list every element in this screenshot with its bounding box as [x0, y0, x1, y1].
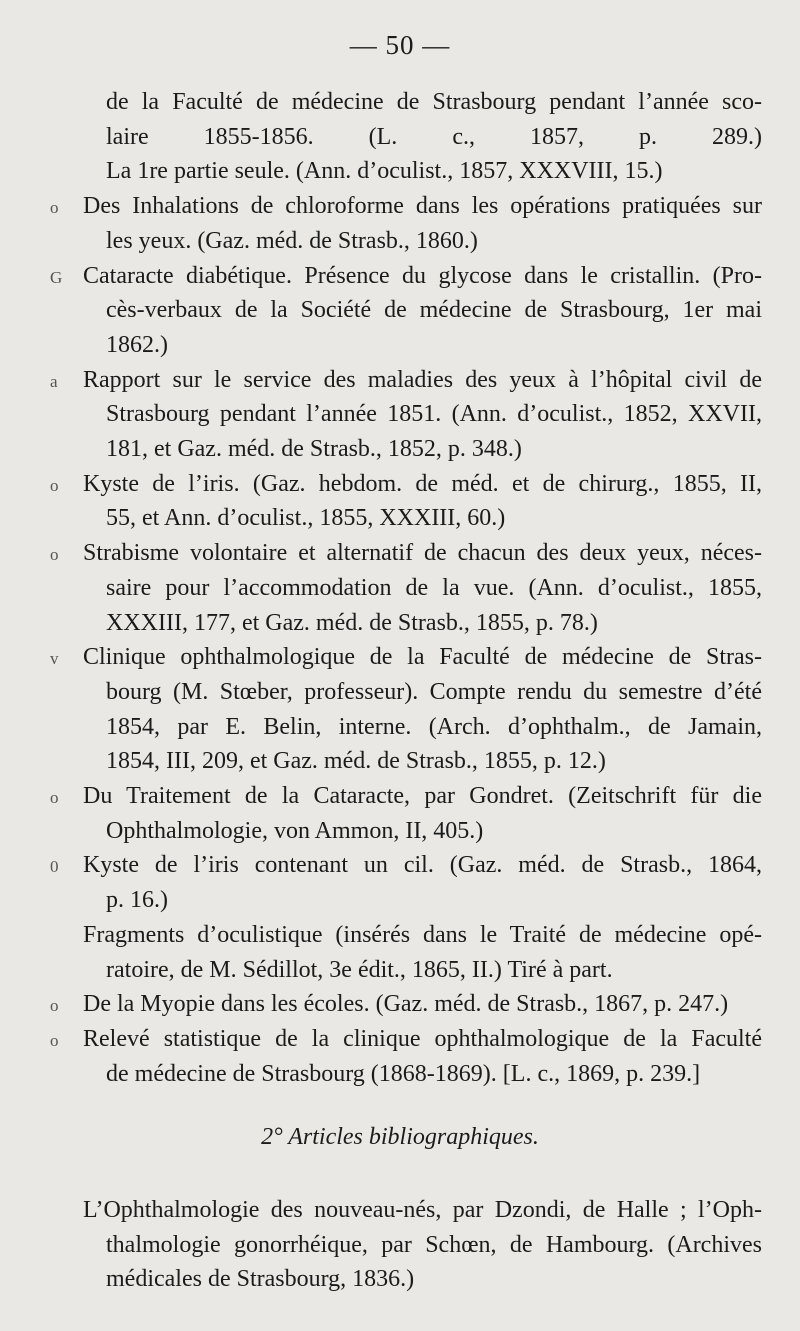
- entry-line: de la Faculté de médecine de Strasbourg pendant l’année sco-: [106, 89, 762, 115]
- entry-line: Rapport sur le service des maladies des yeux à l’hôpital civil de: [83, 366, 762, 393]
- margin-pencil-mark: o: [50, 545, 59, 565]
- entry-line: Fragments d’oculistique (insérés dans le Traité de médecine opé-: [83, 921, 762, 948]
- entry-line: Des Inhalations de chloroforme dans les opérations pratiquées sur: [83, 193, 762, 220]
- entry-line: ratoire, de M. Sédillot, 3e édit., 1865, II.) Tiré à part.: [106, 956, 613, 983]
- margin-pencil-mark: o: [50, 475, 59, 495]
- entry-line: Kyste de l’iris contenant un cil. (Gaz. méd. de Strasb., 1864,: [83, 852, 762, 879]
- entry-line: L’Ophthalmologie des nouveau-nés, par Dzondi, de Halle ; l’Oph-: [83, 1197, 762, 1223]
- entry-line: 181, et Gaz. méd. de Strasb., 1852, p. 348.): [106, 436, 522, 462]
- margin-pencil-mark: 0: [50, 857, 59, 877]
- entry-line: médicales de Strasbourg, 1836.): [106, 1266, 415, 1293]
- entry-line: saire pour l’accommodation de la vue. (Ann. d’oculist., 1855,: [106, 574, 762, 601]
- entry-line: Ophthalmologie, von Ammon, II, 405.): [106, 817, 484, 844]
- entry-line: 55, et Ann. d’oculist., 1855, XXXIII, 60.): [106, 505, 506, 532]
- entry-line: de médecine de Strasbourg (1868-1869). [L. c., 1869, p. 239.]: [106, 1060, 701, 1087]
- entry-line: Strabisme volontaire et alternatif de chacun des deux yeux, néces-: [83, 540, 762, 567]
- section-heading: 2° Articles bibliographiques.: [261, 1124, 539, 1150]
- entry-line: Clinique ophthalmologique de la Faculté de médecine de Stras-: [83, 644, 762, 671]
- entry-line: p. 16.): [106, 887, 168, 914]
- entry-line: 1862.): [106, 331, 168, 358]
- entry-line: Du Traitement de la Cataracte, par Gondret. (Zeitschrift für die: [83, 783, 762, 809]
- entry-line: Kyste de l’iris. (Gaz. hebdom. de méd. et de chirurg., 1855, II,: [83, 470, 762, 497]
- margin-pencil-mark: G: [50, 267, 63, 287]
- entry-line: 1854, III, 209, et Gaz. méd. de Strasb., 1855, p. 12.): [106, 748, 606, 775]
- entry-line: laire 1855-1856. (L. c., 1857, p. 289.): [106, 123, 762, 150]
- entry-line: thalmologie gonorrhéique, par Schœn, de Hambourg. (Archives: [106, 1231, 762, 1258]
- entry-line: XXXIII, 177, et Gaz. méd. de Strasb., 1855, p. 78.): [106, 609, 598, 636]
- margin-pencil-mark: o: [50, 198, 59, 218]
- entry-line: bourg (M. Stœber, professeur). Compte rendu du semestre d’été: [106, 678, 762, 705]
- margin-pencil-mark: a: [50, 371, 58, 391]
- margin-pencil-mark: o: [50, 996, 59, 1016]
- margin-pencil-mark: o: [50, 1030, 59, 1050]
- entry-line: 1854, par E. Belin, interne. (Arch. d’ophthalm., de Jamain,: [106, 713, 762, 740]
- entry-line: De la Myopie dans les écoles. (Gaz. méd. de Strasb., 1867, p. 247.): [83, 991, 729, 1018]
- entry-line: les yeux. (Gaz. méd. de Strasb., 1860.): [106, 227, 478, 254]
- entry-line: Relevé statistique de la clinique ophthalmologique de la Faculté: [83, 1025, 762, 1052]
- page-number: — 50 —: [349, 30, 451, 60]
- entry-line: Strasbourg pendant l’année 1851. (Ann. d’oculist., 1852, XXVII,: [106, 401, 762, 428]
- margin-pencil-mark: o: [50, 788, 59, 807]
- margin-pencil-mark: v: [50, 649, 59, 669]
- entry-line: La 1re partie seule. (Ann. d’oculist., 1857, XXXVIII, 15.): [106, 158, 663, 185]
- entry-line: cès-verbaux de la Société de médecine de Strasbourg, 1er mai: [106, 297, 762, 324]
- entry-line: Cataracte diabétique. Présence du glycose dans le cristallin. (Pro-: [83, 262, 762, 289]
